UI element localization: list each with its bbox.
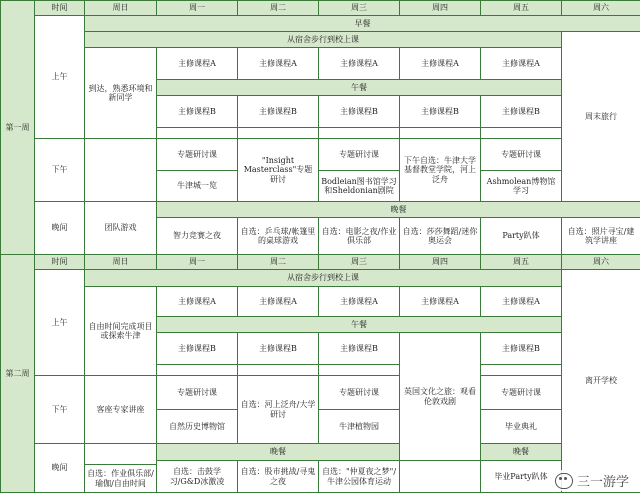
w2-evening-label: 晚间 bbox=[35, 444, 85, 493]
w2-thu-core-a: 主修课程A bbox=[400, 287, 481, 317]
header-sun: 周日 bbox=[85, 1, 157, 16]
w2-fri-seminar: 专题研讨课 bbox=[481, 376, 562, 410]
w2-wed-morning-end bbox=[319, 365, 400, 376]
w2-eve-sun-top bbox=[85, 444, 157, 465]
w1-wed-core-b: 主修课程B bbox=[319, 96, 400, 128]
w2-tue-morning-end bbox=[238, 365, 319, 376]
watermark-text: 三一游学 bbox=[576, 475, 629, 490]
w1-thu-morning-end bbox=[481, 128, 562, 139]
w1-wed-pm2: Bodleian图书馆学习和Sheldonian剧院 bbox=[319, 171, 400, 202]
w1-mon-core-b: 主修课程B bbox=[157, 96, 238, 128]
w1-thu-afternoon: 下午自选：牛津大学基督教堂学院，河上泛舟 bbox=[400, 139, 481, 202]
w2-fri-pm2: 毕业典礼 bbox=[481, 410, 562, 444]
w1-eve-tue: 自选：乒乓球/帐篷里的桌球游戏 bbox=[238, 218, 319, 255]
header-sat: 周六 bbox=[562, 1, 640, 16]
w2-header-time: 时间 bbox=[35, 255, 85, 270]
w1-breakfast: 早餐 bbox=[85, 16, 640, 32]
w1-dinner: 晚餐 bbox=[157, 202, 640, 218]
w2-fri-dinner: 晚餐 bbox=[481, 444, 562, 461]
w1-mon-core-a: 主修课程A bbox=[157, 48, 238, 80]
w2-wed-core-a: 主修课程A bbox=[319, 287, 400, 317]
week2-label-text: 第二周 bbox=[5, 369, 30, 378]
w2-sun-afternoon: 客座专家讲座 bbox=[85, 376, 157, 444]
w2-wed-core-b: 主修课程B bbox=[319, 333, 400, 365]
w2-header-tue: 周二 bbox=[238, 255, 319, 270]
w2-tue-core-a: 主修课程A bbox=[238, 287, 319, 317]
w2-thu-afternoon: 英国文化之旅：观看伦敦戏剧 bbox=[400, 333, 481, 461]
w1-sat-day: 周末旅行 bbox=[562, 32, 640, 202]
w2-walk: 从宿舍步行到校上课 bbox=[85, 270, 562, 287]
header-time: 时间 bbox=[35, 1, 85, 16]
w1-wed-seminar: 专题研讨课 bbox=[319, 139, 400, 171]
w1-eve-mon: 智力竞赛之夜 bbox=[157, 218, 238, 255]
w2-dinner: 晚餐 bbox=[157, 444, 400, 461]
wechat-icon bbox=[555, 473, 573, 489]
w2-afternoon-label: 下午 bbox=[35, 376, 85, 444]
w1-tue-afternoon: "Insight Masterclass"专题研讨 bbox=[238, 139, 319, 202]
w1-wed-morning-end bbox=[400, 128, 481, 139]
w1-mon-pm2: 牛津城一览 bbox=[157, 171, 238, 202]
w1-lunch: 午餐 bbox=[157, 80, 562, 96]
w1-sun-afternoon bbox=[85, 139, 157, 202]
w2-eve-fri: 毕业Party趴体 bbox=[481, 461, 562, 493]
w2-wed-pm2: 牛津植物园 bbox=[319, 410, 400, 444]
w2-lunch: 午餐 bbox=[157, 317, 562, 333]
w1-afternoon-label: 下午 bbox=[35, 139, 85, 202]
w1-fri-core-b: 主修课程B bbox=[481, 96, 562, 128]
w2-morning-label: 上午 bbox=[35, 270, 85, 376]
w2-mon-seminar: 专题研讨课 bbox=[157, 376, 238, 410]
w1-wed-core-a: 主修课程A bbox=[319, 48, 400, 80]
w2-sat: 离开学校 bbox=[562, 270, 640, 493]
w2-header-mon: 周一 bbox=[157, 255, 238, 270]
header-tue: 周二 bbox=[238, 1, 319, 16]
w2-header-sun: 周日 bbox=[85, 255, 157, 270]
watermark bbox=[552, 470, 632, 491]
w1-fri-pm2: Ashmolean博物馆学习 bbox=[481, 171, 562, 202]
w2-header-thu: 周四 bbox=[400, 255, 481, 270]
w1-walk: 从宿舍步行到校上课 bbox=[85, 32, 562, 48]
w2-wed-seminar: 专题研讨课 bbox=[319, 376, 400, 410]
week1-label-text: 第一周 bbox=[5, 123, 30, 132]
header-wed: 周三 bbox=[319, 1, 400, 16]
w1-eve-thu: 自选：莎莎舞蹈/迷你奥运会 bbox=[400, 218, 481, 255]
week2-label bbox=[1, 255, 35, 493]
w2-tue-afternoon: 自选：河上泛舟/大学研讨 bbox=[238, 376, 319, 444]
w2-mon-core-b: 主修课程B bbox=[157, 333, 238, 365]
w1-tue-core-b: 主修课程B bbox=[238, 96, 319, 128]
week1-label bbox=[1, 1, 35, 255]
w2-header-wed: 周三 bbox=[319, 255, 400, 270]
w1-sun-morning: 到达，熟悉环境和新同学 bbox=[85, 48, 157, 139]
w2-sun-morning: 自由时间完成项目或探索牛津 bbox=[85, 287, 157, 376]
header-fri: 周五 bbox=[481, 1, 562, 16]
w1-eve-wed: 自选：电影之夜/作业俱乐部 bbox=[319, 218, 400, 255]
w1-sun-morning-end bbox=[157, 128, 238, 139]
w1-mon-seminar: 专题研讨课 bbox=[157, 139, 238, 171]
w2-fri-core-a: 主修课程A bbox=[481, 287, 562, 317]
w1-eve-sun: 团队游戏 bbox=[85, 202, 157, 255]
w1-tue-morning-end bbox=[319, 128, 400, 139]
w2-mon-pm2: 自然历史博物馆 bbox=[157, 410, 238, 444]
w1-fri-seminar: 专题研讨课 bbox=[481, 139, 562, 171]
w2-header-sat: 周六 bbox=[562, 255, 640, 270]
w1-evening-label: 晚间 bbox=[35, 202, 85, 255]
w2-eve-wed: 自选："仲夏夜之梦"/牛津公园体育运动 bbox=[319, 461, 400, 493]
w1-mon-morning-end bbox=[238, 128, 319, 139]
w2-mon-morning-end bbox=[157, 365, 238, 376]
w2-fri-core-b: 主修课程B bbox=[481, 333, 562, 365]
w1-fri-core-a: 主修课程A bbox=[481, 48, 562, 80]
w2-mon-core-a: 主修课程A bbox=[157, 287, 238, 317]
w1-eve-fri: Party趴体 bbox=[481, 218, 562, 255]
w1-thu-core-a: 主修课程A bbox=[400, 48, 481, 80]
w1-tue-core-a: 主修课程A bbox=[238, 48, 319, 80]
w2-eve-sun: 自选：作业俱乐部/瑜伽/自由时间 bbox=[85, 465, 157, 493]
header-mon: 周一 bbox=[157, 1, 238, 16]
w1-eve-sat: 自选：照片寻宝/建筑学讲座 bbox=[562, 218, 640, 255]
w1-morning-label: 上午 bbox=[35, 16, 85, 139]
w2-eve-thu bbox=[400, 461, 481, 493]
w2-fri-morning-end bbox=[481, 365, 562, 376]
w1-thu-core-b: 主修课程B bbox=[400, 96, 481, 128]
w2-eve-tue: 自选：股市挑战/寻鬼之夜 bbox=[238, 461, 319, 493]
w2-header-fri: 周五 bbox=[481, 255, 562, 270]
w2-tue-core-b: 主修课程B bbox=[238, 333, 319, 365]
w2-eve-mon: 自选：击鼓学习/G&D冰激凌 bbox=[157, 461, 238, 493]
header-thu: 周四 bbox=[400, 1, 481, 16]
